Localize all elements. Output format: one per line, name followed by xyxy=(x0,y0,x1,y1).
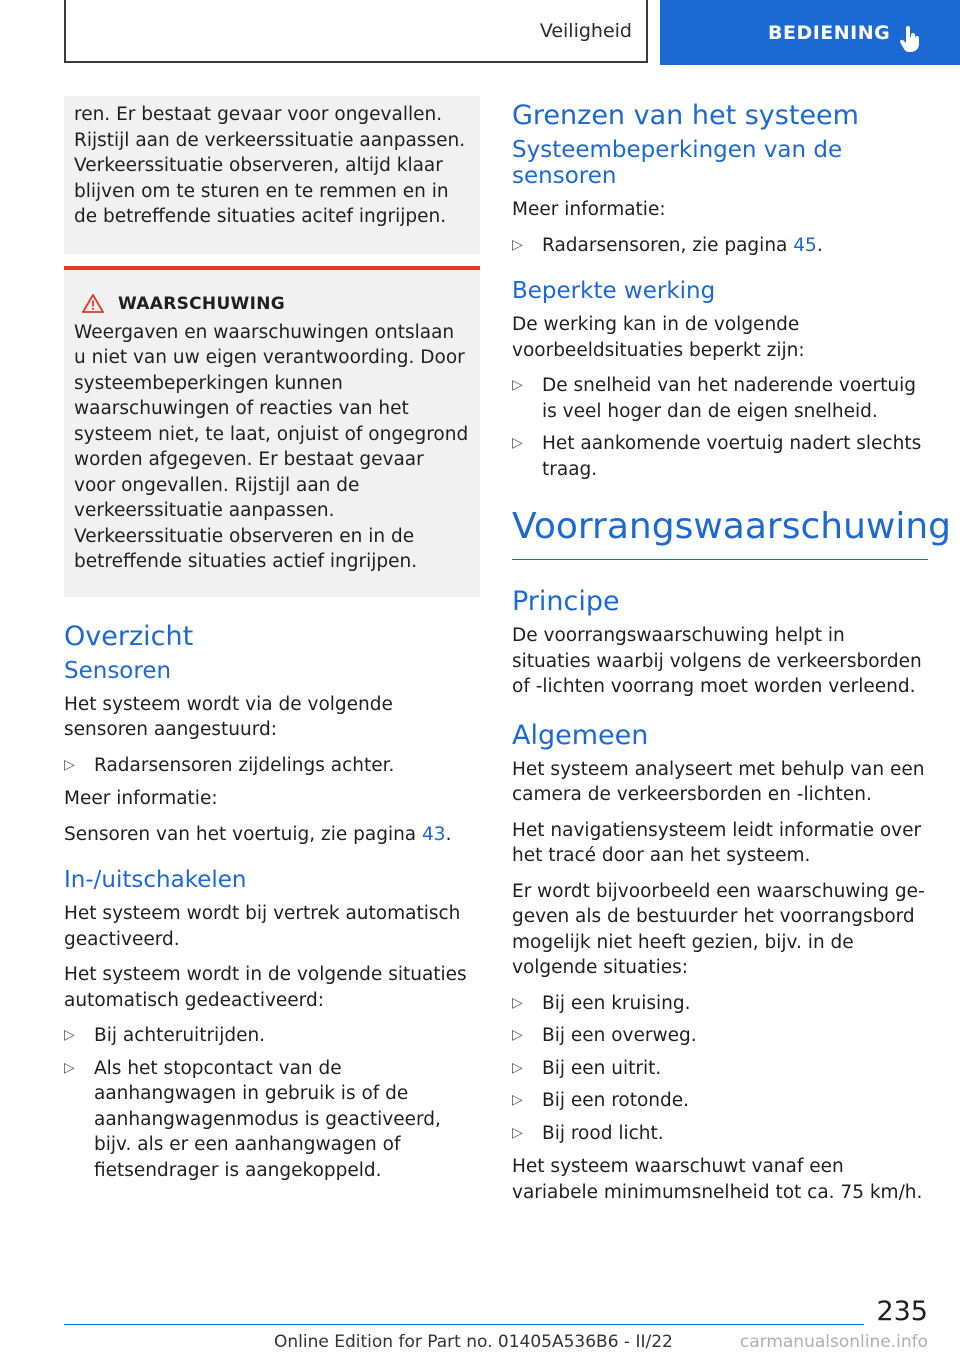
list-item: ▷ Bij een overweg. xyxy=(512,1023,928,1049)
sensoren-reference: Sensoren van het voertuig, zie pagina 43. xyxy=(64,823,452,845)
page-footer xyxy=(64,1296,928,1356)
sensoren-list xyxy=(64,753,480,779)
list-item: ▷ De snelheid van het naderende voertuig is veel hoger dan de eigen snelheid. xyxy=(512,375,917,422)
section-tab[interactable] xyxy=(64,0,648,63)
list-item: ▷ Bij achteruitrijden. xyxy=(64,1023,480,1049)
sensoren-intro: Het systeem wordt via de volgende sensoren aangestuurd: xyxy=(64,693,393,740)
warning-box xyxy=(64,266,480,597)
page-link-43[interactable]: 43 xyxy=(422,823,446,845)
warning-header xyxy=(74,294,470,314)
triangle-bullet-icon: ▷ xyxy=(64,1027,75,1043)
heading-systeembeperkingen: Systeembeperkingen van de sensoren xyxy=(512,137,843,189)
left-column xyxy=(64,96,480,1191)
chapter-label: BEDIENING xyxy=(768,21,891,44)
page-header xyxy=(0,0,960,66)
beperkt-intro: De werking kan in de volgende voorbeeldsituaties beperkt zijn: xyxy=(512,314,805,361)
beperkt-list xyxy=(512,373,928,482)
triangle-bullet-icon: ▷ xyxy=(512,377,523,393)
warning-triangle-icon xyxy=(82,294,104,313)
page-number: 235 xyxy=(876,1296,928,1327)
watermark: carmanualsonline.info xyxy=(739,1332,928,1352)
algemeen-text-3: Er wordt bijvoorbeeld een waarschuwing gegeven als de bestuurder het voorrangsbord mogelijk niet heeft gezien, bijv. in de volgende situaties: xyxy=(512,880,925,978)
warning-text: Weergaven en waarschuwingen ontslaan u niet van uw eigen verantwoording. Door systeembeperkingen kunnen waarschuwingen of reacties van het systeem niet, te laat, onjuist of ongegrond worden afgegeven. Er bestaat gevaar voor ongevallen. Rijstijl aan de verkeerssituatie aanpassen. Verkeerssituatie observeren en in de betreffende situaties actief ingrijpen. xyxy=(74,321,469,572)
heading-beperkte-werking: Beperkte werking xyxy=(512,278,716,304)
hand-pointer-icon xyxy=(900,26,920,52)
triangle-bullet-icon: ▷ xyxy=(512,1092,523,1108)
chapter-tab[interactable] xyxy=(660,0,960,65)
heading-principe: Principe xyxy=(512,586,620,617)
meer-informatie-label: Meer informatie: xyxy=(64,788,218,809)
continued-warning-box xyxy=(64,96,480,254)
list-item: ▷ Bij rood licht. xyxy=(512,1121,928,1147)
algemeen-text-2: Het navigatiensysteem leidt informatie over het tracé door aan het systeem. xyxy=(512,819,922,866)
section-label: Veiligheid xyxy=(539,19,632,42)
warning-title: WAARSCHUWING xyxy=(118,293,286,314)
page-link-45[interactable]: 45 xyxy=(793,234,817,256)
heading-grenzen: Grenzen van het systeem xyxy=(512,100,859,131)
triangle-bullet-icon: ▷ xyxy=(512,1059,523,1076)
heading-overzicht: Overzicht xyxy=(64,620,194,652)
situation-list xyxy=(512,991,928,1147)
inuit-text-1: Het systeem wordt bij vertrek automatisch geactiveerd. xyxy=(64,903,461,950)
heading-in-uitschakelen: In-/uitschakelen xyxy=(64,867,247,893)
list-item: ▷ Bij een uitrit. xyxy=(512,1056,928,1082)
triangle-bullet-icon: ▷ xyxy=(512,1027,523,1043)
triangle-bullet-icon: ▷ xyxy=(64,756,75,773)
principe-text: De voorrangswaarschuwing helpt in situaties waarbij volgens de verkeersborden of -lichten voorrang moet worden verleend. xyxy=(512,625,922,697)
continued-warning-text: ren. Er bestaat gevaar voor ongevallen. Rijstijl aan de verkeerssituatie aanpassen. Verkeerssituatie observeren, altijd klaar blijven om te sturen en te remmen en in de betreffende situaties acitef ingrijpen. xyxy=(74,104,466,227)
algemeen-text-1: Het systeem analyseert met behulp van een camera de verkeersborden en -lichten. xyxy=(512,758,925,805)
inuit-text-2: Het systeem wordt in de volgende situaties automatisch gedeactiveerd: xyxy=(64,964,467,1011)
triangle-bullet-icon: ▷ xyxy=(512,236,523,253)
heading-sensoren: Sensoren xyxy=(64,657,172,684)
list-item: ▷ Het aankomende voertuig nadert slechts traag. xyxy=(512,433,922,480)
list-item: ▷ Bij een kruising. xyxy=(512,991,928,1017)
heading-algemeen: Algemeen xyxy=(512,719,649,751)
radar-list xyxy=(512,233,928,259)
heading-voorrangswaarschuwing: Voorrangswaarschuwing xyxy=(512,506,928,560)
list-item: ▷ Bij een rotonde. xyxy=(512,1088,928,1114)
triangle-bullet-icon: ▷ xyxy=(64,1059,75,1076)
list-item: ▷ Radarsensoren zijdelings achter. xyxy=(64,753,480,779)
triangle-bullet-icon: ▷ xyxy=(512,1124,523,1141)
algemeen-text-4: Het systeem waarschuwt vanaf een variabele minimumsnelheid tot ca. 75 km/h. xyxy=(512,1156,923,1203)
triangle-bullet-icon: ▷ xyxy=(512,994,523,1011)
triangle-bullet-icon: ▷ xyxy=(512,435,523,451)
deactivation-list xyxy=(64,1023,480,1183)
list-item: ▷ Als het stopcontact van de aanhangwagen in gebruik is of de aanhangwagenmodus is geactiveerd, bijv. als er een aanhangwagen of fietsendrager is aangekoppeld. xyxy=(64,1057,441,1181)
footer-divider xyxy=(64,1324,864,1325)
list-item: ▷ Radarsensoren, zie pagina 45. xyxy=(512,233,928,259)
meer-informatie-label: Meer informatie: xyxy=(512,199,666,220)
edition-text: Online Edition for Part no. 01405A536B6 - II/22 xyxy=(274,1332,673,1352)
right-column xyxy=(512,96,951,1215)
